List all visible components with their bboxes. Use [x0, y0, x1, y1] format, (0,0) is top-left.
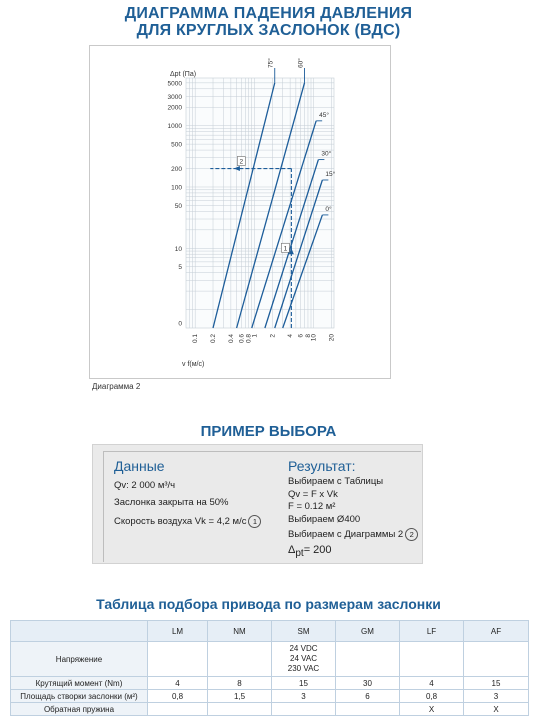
y-tick-label: 100 [171, 184, 182, 192]
row-label: Площадь створки заслонки (м²) [11, 690, 148, 703]
x-tick-label: 0.2 [210, 334, 218, 344]
example-result-line4: Выбираем Ø400 [288, 514, 361, 525]
series-label: 45° [319, 111, 330, 119]
plot-area [186, 78, 334, 328]
x-tick-label: 2 [269, 334, 277, 338]
table-cell [336, 642, 400, 677]
example-inner-frame [103, 451, 421, 562]
example-data-closed: Заслонка закрыта на 50% [114, 497, 229, 508]
row-label: Крутящий момент (Nm) [11, 677, 148, 690]
diagram-caption: Диаграмма 2 [92, 382, 141, 391]
example-result-line5-text: Выбираем с Диаграммы 2 [288, 529, 404, 541]
column-header: LF [400, 621, 464, 642]
table-cell: 0,8 [148, 690, 208, 703]
example-velocity-text: Скорость воздуха Vk = 4,2 м/с [114, 516, 247, 528]
table-title: Таблица подбора привода по размерам заслонки [96, 596, 441, 612]
table-cell [148, 642, 208, 677]
x-tick-label: 8 [304, 334, 312, 338]
dpt-subscript: pt [295, 548, 304, 560]
table-cell: 15 [464, 677, 529, 690]
table-cell [148, 703, 208, 716]
x-tick-label: 10 [310, 334, 318, 342]
dpt-value: = 200 [303, 544, 332, 556]
x-tick-label: 4 [287, 334, 295, 338]
example-result-line1: Выбираем с Таблицы [288, 476, 384, 487]
marker-2-badge: 2 [405, 528, 418, 541]
series-label: 30° [321, 150, 332, 158]
table-cell [272, 703, 336, 716]
table-cell: 0,8 [400, 690, 464, 703]
x-tick-label: 20 [328, 334, 336, 342]
y-tick-label: 10 [174, 245, 182, 253]
row-label: Напряжение [11, 642, 148, 677]
example-result-line3: F = 0.12 м² [288, 501, 336, 512]
example-title: ПРИМЕР ВЫБОРА [200, 423, 337, 440]
table-corner [11, 621, 148, 642]
y-tick-label: 200 [171, 166, 182, 174]
table-cell: X [464, 703, 529, 716]
table-cell: 3 [464, 690, 529, 703]
table-row [11, 690, 529, 703]
column-header: NM [208, 621, 272, 642]
table-cell [208, 703, 272, 716]
delta-symbol: Δ [288, 544, 296, 556]
column-header: SM [272, 621, 336, 642]
table-header-row [11, 621, 529, 642]
annotation-marker-label: 1 [283, 245, 288, 253]
page-title-line2: ДЛЯ КРУГЛЫХ ЗАСЛОНОК (ВДС) [136, 22, 401, 39]
series-label: 15° [325, 170, 336, 178]
y-tick-label: 1000 [167, 123, 182, 131]
x-tick-label: 1 [251, 334, 259, 338]
x-tick-label: 6 [297, 334, 305, 338]
example-box [92, 444, 423, 564]
table-cell: 24 VDC 24 VAC 230 VAC [272, 642, 336, 677]
table-cell [400, 642, 464, 677]
y-tick-label: 0 [178, 320, 182, 328]
table-cell: X [400, 703, 464, 716]
table-cell [336, 703, 400, 716]
example-data-flow: Qv: 2 000 м³/ч [114, 480, 176, 491]
y-tick-label: 5000 [167, 80, 182, 88]
table-row [11, 677, 529, 690]
table-cell [464, 642, 529, 677]
page-title-line1: ДИАГРАММА ПАДЕНИЯ ДАВЛЕНИЯ [124, 5, 413, 22]
x-axis-title: v f(м/с) [182, 361, 205, 368]
x-tick-label: 0.1 [192, 334, 200, 344]
table-row [11, 642, 529, 677]
table-cell: 1,5 [208, 690, 272, 703]
y-tick-label: 3000 [167, 93, 182, 101]
y-tick-label: 500 [171, 141, 182, 149]
table-cell: 6 [336, 690, 400, 703]
example-data-heading: Данные [114, 458, 165, 474]
example-result-line2: Qv = F x Vk [288, 489, 338, 500]
column-header: LM [148, 621, 208, 642]
y-axis-title: Δpt (Па) [170, 71, 197, 78]
x-tick-label: 0.4 [227, 334, 235, 344]
table-cell [208, 642, 272, 677]
table-cell: 15 [272, 677, 336, 690]
example-result-dpt [288, 544, 332, 559]
actuator-selection-table [10, 620, 529, 716]
example-result-heading: Результат: [288, 458, 356, 474]
table-row [11, 703, 529, 716]
example-result-line5 [288, 528, 418, 541]
x-tick-label: 0.6 [238, 334, 246, 344]
table-cell: 3 [272, 690, 336, 703]
column-header: GM [336, 621, 400, 642]
row-label: Обратная пружина [11, 703, 148, 716]
series-label: 60° [297, 58, 305, 68]
x-tick-label: 0.8 [245, 334, 253, 344]
y-tick-label: 5 [178, 264, 182, 272]
series-label: 75° [267, 58, 275, 68]
y-tick-label: 50 [174, 202, 182, 210]
y-tick-label: 2000 [167, 104, 182, 112]
column-header: AF [464, 621, 529, 642]
table-cell: 30 [336, 677, 400, 690]
table-cell: 8 [208, 677, 272, 690]
annotation-marker-label: 2 [239, 158, 244, 166]
series-label: 0° [325, 205, 332, 213]
pressure-drop-chart [90, 46, 390, 378]
diagram-frame [89, 45, 391, 379]
example-data-velocity [114, 515, 261, 528]
table-cell: 4 [148, 677, 208, 690]
table-cell: 4 [400, 677, 464, 690]
marker-1-badge: 1 [248, 515, 261, 528]
